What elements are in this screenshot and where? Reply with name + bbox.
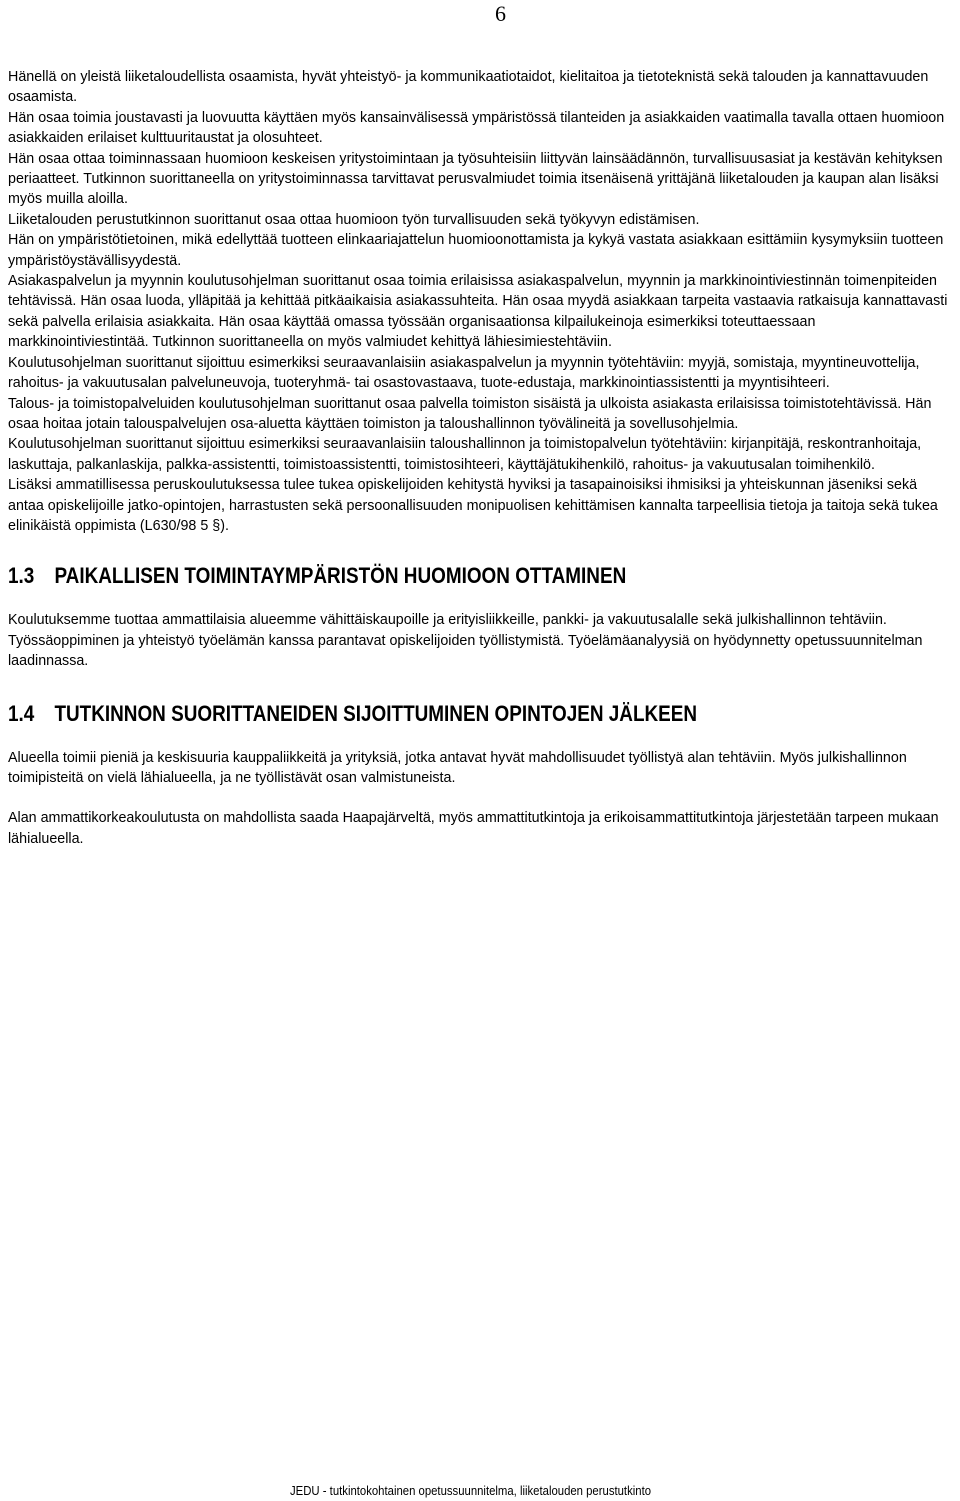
page-number: 6 bbox=[495, 1, 506, 26]
page-footer: JEDU - tutkintokohtainen opetussuunnitelma, liiketalouden perustutkinto bbox=[290, 1484, 652, 1498]
intro-paragraph: Hänellä on yleistä liiketaloudellista osaamista, hyvät yhteistyö- ja kommunikaatiotaidot, kielitaitoa ja tietoteknistä sekä talouden ja kannattavuuden osaamista. Hän osaa toimia joustavasti ja luovuutta käyttäen myös kansainvälisessä ympäristössä tilanteiden ja asiakkaiden vaatimalla tavalla ottaen huomioon asiakkaiden erilaiset kulttuuritaustat ja olosuhteet. Hän osaa ottaa toiminnassaan huomioon keskeisen yritystoimintaan ja työsuhteisiin liittyvän lainsäädännön, turvallisuusasiat ja kestävän kehityksen periaatteet. Tutkinnon suorittaneella on yritystoiminnassa tarvittavat perusvalmiudet toimia itsenäisenä yrittäjänä liiketalouden ja kaupan alan lisäksi myös muilla aloilla. Liiketalouden perustutkinnon suorittanut osaa ottaa huomioon työn turvallisuuden sekä työkyvyn edistämisen. Hän on ympäristötietoinen, mikä edellyttää tuotteen elinkaariajattelun huomioonottamista ja kykyä vastata asiakkaan esittämiin kysymyksiin tuotteen ympäristöystävällisyydestä. Asiakaspalvelun ja myynnin koulutusohjelman suorittanut osaa toimia erilaisissa asiakaspalvelun, myynnin ja markkinointiviestinnän toimenpiteiden tehtävissä. Hän osaa luoda, ylläpitää ja kehittää pitkäaikaisia asiakassuhteita. Hän osaa myydä asiakkaan tarpeita vastaavia ratkaisuja kannattavasti sekä palvella erilaisia asiakkaita. Hän osaa käyttää omassa työssään organisaationsa kilpailukeinoja esimerkiksi toteuttaessaan markkinointiviestintää. Tutkinnon suorittaneella on myös valmiudet kehittyä lähiesimiestehtäviin. Koulutusohjelman suorittanut sijoittuu esimerkiksi seuraavanlaisiin asiakaspalvelun ja myynnin työtehtäviin: myyjä, somistaja, myyntineuvottelija, rahoitus- ja vakuutusalan palveluneuvoja, tuoteryhmä- tai osastovastaava, tuote-edustaja, markkinointiassistentti ja myyntisihteeri. Talous- ja toimistopalveluiden koulutusohjelman suorittanut osaa palvella toimiston sisäistä ja ulkoista asiakasta erilaisissa toimistotehtävissä. Hän osaa hoitaa jotain talouspalvelujen osa-aluetta käyttäen toimiston ja taloushallinnon työvälineitä ja sovellusohjelmia. Koulutusohjelman suorittanut sijoittuu esimerkiksi seuraavanlaisiin taloushallinnon ja toimistopalvelun työtehtäviin: kirjanpitäjä, reskontranhoitaja, laskuttaja, palkanlaskija, palkka-assistentti, toimistoassistentti, toimistosihteeri, käyttäjätukihenkilö, rahoitus- ja vakuutusalan toimihenkilö. Lisäksi ammatillisessa peruskoulutuksessa tulee tukea opiskelijoiden kehitystä hyviksi ja tasapainoisiksi ihmisiksi ja yhteiskunnan jäseniksi sekä antaa opiskelijoille jatko-opintojen, harrastusten sekä persoonallisuuden monipuolisen kehittämisen kannalta tarpeellisia tietoja ja taitoja sekä tukea elinikäistä oppimista (L630/98 5 §). bbox=[8, 69, 948, 534]
document-body bbox=[8, 67, 952, 849]
section-number: 1.3 bbox=[8, 563, 35, 589]
section-heading-1-3 bbox=[8, 562, 820, 590]
section-title: PAIKALLISEN TOIMINTAYMPÄRISTÖN HUOMIOON OTTAMINEN bbox=[54, 563, 627, 589]
section-heading-1-4 bbox=[8, 700, 820, 728]
section-1-4-paragraph-1: Alueella toimii pieniä ja keskisuuria kauppaliikkeitä ja yrityksiä, jotka antavat hyvät mahdollisuudet työllistyä alan tehtäviin. Myös julkishallinnon toimipisteitä on vielä lähialueella, ja ne työllistävät osan valmistuneista. bbox=[8, 749, 907, 786]
section-number: 1.4 bbox=[8, 700, 35, 726]
section-1-3-paragraph: Koulutuksemme tuottaa ammattilaisia alueemme vähittäiskaupoille ja erityisliikkeille, pankki- ja vakuutusalalle sekä julkishallinnon tehtäviin. Työssäoppiminen ja yhteistyö työelämän kanssa parantavat opiskelijoiden työllistymistä. Työelämäanalyysiä on hyödynnetty opetussuunnitelman laadinnassa. bbox=[8, 612, 923, 670]
section-1-4-paragraph-2: Alan ammattikorkeakoulutusta on mahdollista saada Haapajärveltä, myös ammattitutkintoja ja erikoisammattitutkintoja järjestetään tarpeen mukaan lähialueella. bbox=[8, 810, 939, 847]
section-title: TUTKINNON SUORITTANEIDEN SIJOITTUMINEN OPINTOJEN JÄLKEEN bbox=[54, 700, 698, 726]
